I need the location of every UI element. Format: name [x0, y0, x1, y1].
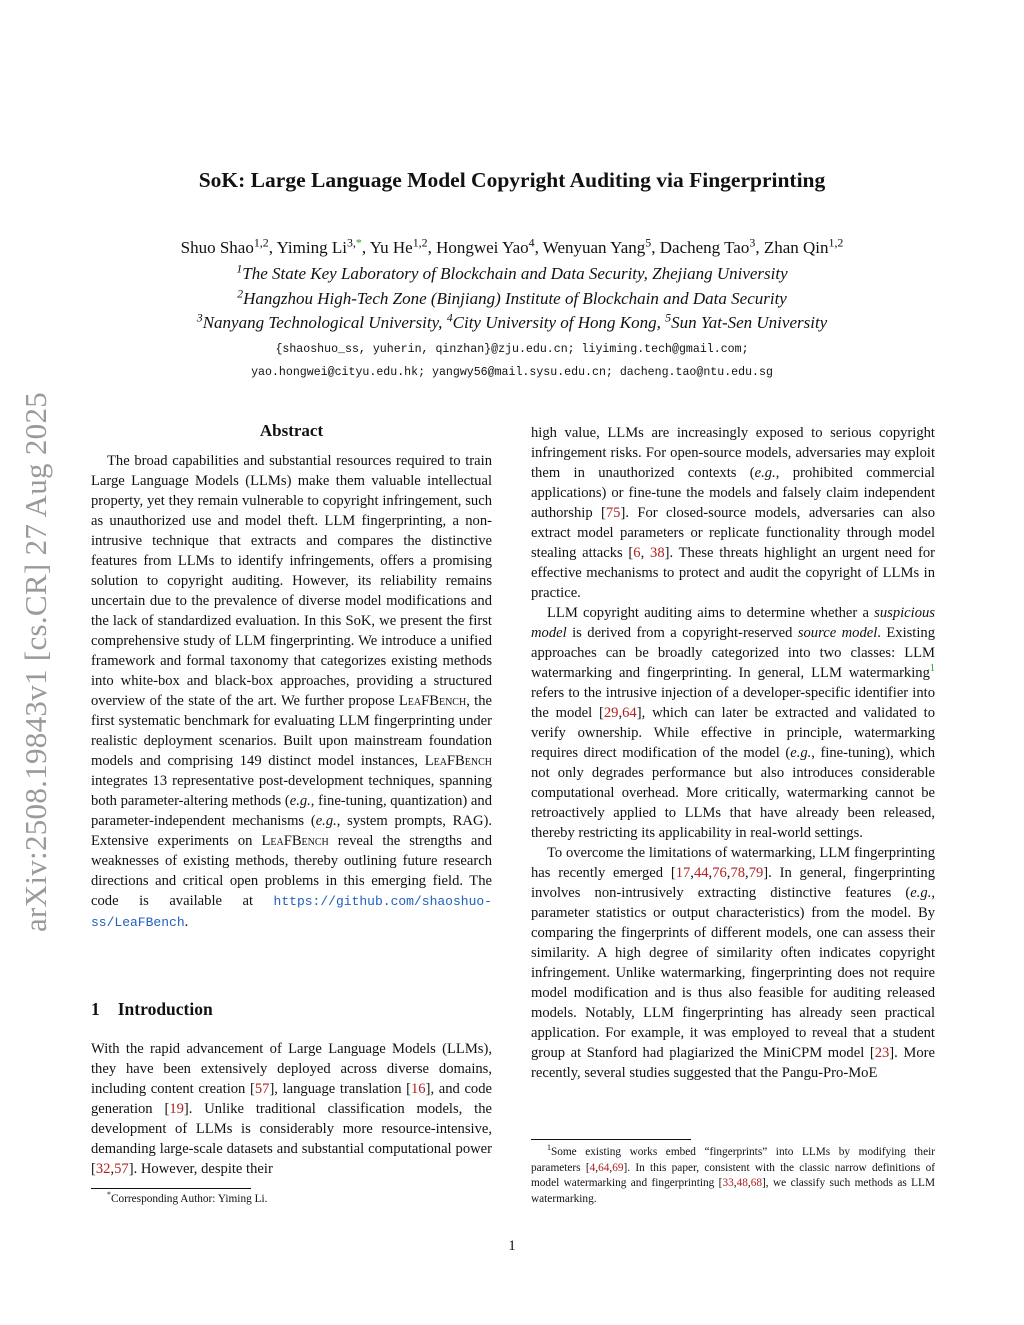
intro-paragraph-2: LLM copyright auditing aims to determine whether a suspicious model is derived from a copyright-reserved source model. Existing approaches can be broadly categorized into two classes: LLM watermarking and fingerprinting. In general, LLM watermarking$^1$ refers to the intrusive injection of a developer-specific identifier into the model [29,64], which can later be extracted and validated to verify ownership. While effective in principle, watermarking requires direct modification of the model (e.g., fine-tuning), which not only degrades performance but also introduces considerable computational overhead. More critically, watermarking cannot be retroactively applied to LLMs that have already been released, thereby restricting its applicability in real-world settings.: [531, 605, 936, 841]
arxiv-id: arXiv:2508.19843v1 [cs.CR] 27 Aug 2025: [18, 391, 53, 933]
footnote-1: $^1$Some existing works embed “fingerprints” into LLMs by modifying their parameters [4,64,69]. In this paper, consistent with the classic narrow definitions of model watermarking and fingerprinting [33,48,68], we classify such methods as LLM watermarking.: [531, 1143, 935, 1205]
citation[interactable]: 68: [750, 1177, 762, 1190]
section-heading-introduction: 1 Introduction: [91, 999, 213, 1019]
citation[interactable]: 4: [589, 1161, 596, 1174]
abstract-body: The broad capabilities and substantial resources required to train Large Language Models (LLMs) make them valuable intellectual property, yet they remain vulnerable to copyright infringement, such as unauthorized use and model theft. LLM fingerprinting, a non-intrusive technique that extracts and compares the distinctive features from LLMs to identify infringements, offers a promising solution to copyright auditing. However, its reliability remains uncertain due to the prevalence of diverse model modifications and the lack of standardized evaluation. In this SoK, we present the first comprehensive study of LLM fingerprinting. We introduce a unified framework and formal taxonomy that categorizes existing methods into white-box and black-box approaches, providing a structured overview of the state of the art. We further propose LeaFBench, the first systematic benchmark for evaluating LLM fingerprinting under realistic deployment scenarios. Built upon mainstream foundation models and comprising 149 distinct model instances, LeaFBench integrates 13 representative post-development techniques, spanning both parameter-altering methods (e.g., fine-tuning, quantization) and parameter-independent mechanisms (e.g., system prompts, RAG). Extensive experiments on LeaFBench reveal the strengths and weaknesses of existing methods, thereby outlining future research directions and critical open problems in this emerging field. The code is available at https://github.com/shaoshuo-ss/LeaFBench.: [91, 453, 493, 930]
citation[interactable]: 48: [736, 1177, 748, 1190]
citation[interactable]: 38: [650, 545, 665, 561]
author: Zhan Qin: [763, 238, 829, 257]
affiliation-3: $^3$Nanyang Technological University, $^4$City University of Hong Kong, $^5$Sun Yat-Sen University: [196, 310, 828, 332]
citation[interactable]: 64: [622, 705, 637, 721]
citation[interactable]: 78: [730, 865, 746, 881]
citation[interactable]: 75: [605, 505, 621, 521]
author: Yu He: [369, 238, 413, 257]
citation[interactable]: 79: [748, 865, 764, 881]
citation[interactable]: 19: [169, 1101, 184, 1117]
citation[interactable]: 16: [411, 1081, 426, 1097]
affiliation-2: $^2$Hangzhou High-Tech Zone (Binjiang) Institute of Blockchain and Data Security: [237, 286, 787, 308]
paper-title: SoK: Large Language Model Copyright Auditing via Fingerprinting: [198, 168, 826, 192]
email-line-1: {shaoshuo_ss, yuherin, qinzhan}@zju.edu.cn; liyiming.tech@gmail.com;: [275, 343, 749, 356]
affiliation-1: $^1$The State Key Laboratory of Blockchain and Data Security, Zhejiang University: [236, 261, 788, 283]
benchmark-name: LeaFBench: [424, 753, 493, 769]
citation[interactable]: 6: [633, 545, 641, 561]
footnote-rule-left: [91, 1188, 251, 1189]
citation[interactable]: 23: [874, 1045, 890, 1061]
page-number: 1: [508, 1238, 516, 1254]
citation[interactable]: 76: [712, 865, 727, 881]
citation[interactable]: 69: [612, 1161, 624, 1174]
footnote-rule-right: [531, 1139, 691, 1140]
author: Hongwei Yao: [436, 238, 529, 257]
citation[interactable]: 33: [722, 1177, 734, 1190]
author: Shuo Shao: [180, 238, 254, 257]
citation[interactable]: 29: [603, 705, 619, 721]
citation[interactable]: 57: [254, 1081, 270, 1097]
citation[interactable]: 32: [95, 1161, 111, 1177]
author-list: Shuo Shao$^{1,2}$, Yiming $Li^{3,*}$, Yu He$^{1,2}$, Hongwei Yao$^4$, Wenyuan Yang$^5$, Dacheng Tao$^3$, Zhan Qin$^{1,2}$: [180, 235, 844, 257]
citation[interactable]: 44: [693, 865, 709, 881]
citation[interactable]: 17: [675, 865, 691, 881]
intro-continuation: high value, LLMs are increasingly exposed to serious copyright infringement risks. For open-source models, adversaries may exploit them in unauthorized contexts (e.g., prohibited commercial applications) or fine-tune the models and falsely claim independent authorship [75]. For closed-source models, adversaries can also extract model parameters or replicate functionality through model stealing attacks [6, 38]. These threats highlight an urgent need for effective mechanisms to protect and audit the copyright of LLMs in practice.: [531, 425, 935, 601]
benchmark-name: LeaFBench: [398, 693, 467, 709]
intro-paragraph-3: To overcome the limitations of watermarking, LLM fingerprinting has recently emerged [17,44,76,78,79]. In general, fingerprinting involves non-intrusively extracting distinctive features (e.g., parameter statistics or output characteristics) from the model. By comparing the fingerprints of different models, one can assess their similarity. A high degree of similarity often indicates copyright infringement. Unlike watermarking, fingerprinting does not require model modification and is thus also feasible for auditing released models. Notably, LLM fingerprinting has already seen practical application. For example, it was employed to reveal that a student group at Stanford had plagiarized the MiniCPM model [23]. More recently, several studies suggested that the Pangu-Pro-MoE: [531, 845, 935, 1081]
author: Wenyuan Yang: [542, 238, 646, 257]
corresponding-star: *: [355, 235, 362, 250]
author: Dacheng Tao: [659, 238, 750, 257]
footnote-mark[interactable]: 1: [929, 663, 935, 675]
benchmark-name: LeaFBench: [261, 833, 329, 849]
intro-left-column: With the rapid advancement of Large Language Models (LLMs), they have been extensively deployed across diverse domains, including content creation [57], language translation [16], and code generation [19]. Unlike traditional classification models, the development of LLMs is considerably more resource-intensive, demanding large-scale datasets and substantial computational power [32,57]. However, despite their: [91, 1041, 492, 1177]
author: Yiming Li: [276, 238, 347, 257]
code-link[interactable]: https://github.com/shaoshuo-ss/LeaFBench: [91, 894, 492, 930]
citation[interactable]: 64: [598, 1161, 610, 1174]
intro-right-column: [531, 423, 935, 1083]
email-line-2: yao.hongwei@cityu.edu.hk; yangwy56@mail.sysu.edu.cn; dacheng.tao@ntu.edu.sg: [251, 366, 773, 379]
citation[interactable]: 57: [114, 1161, 129, 1177]
corresponding-footnote: *Corresponding Author: Yiming Li.: [107, 1190, 268, 1205]
abstract-heading: Abstract: [259, 421, 324, 440]
